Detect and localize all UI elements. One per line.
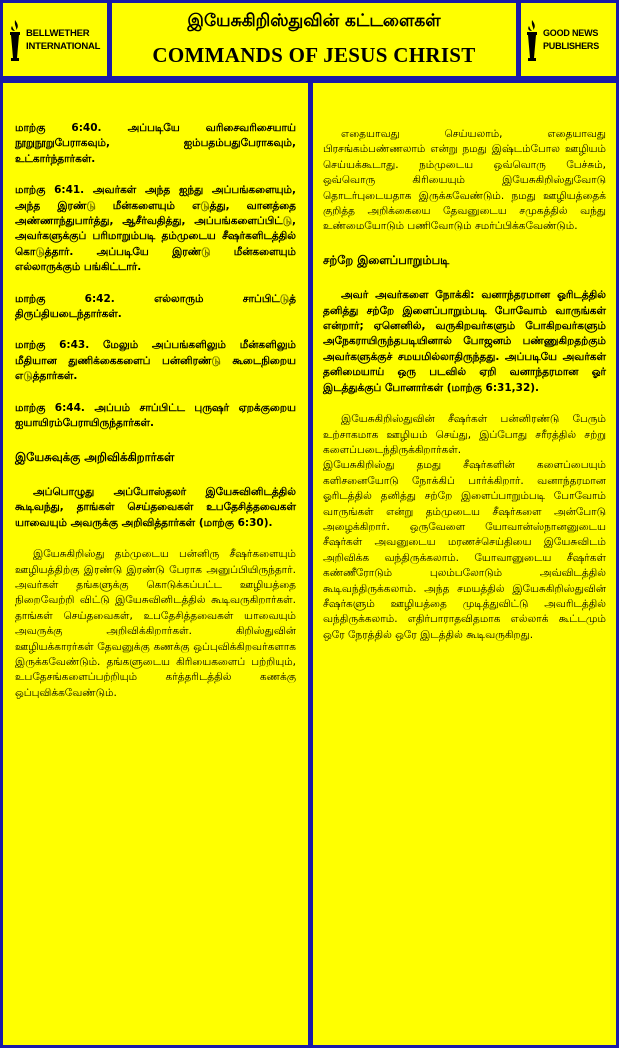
right-column (313, 83, 616, 1045)
title-banner (112, 3, 516, 76)
verse-6-31-32: அவர் அவர்களை நோக்கி: வனாந்தரமான ஓரிடத்தில் தனித்து சற்றே இளைப்பாறும்படி போவோம் வாருங்கள் என்றார்; ஏனெனில், வருகிறவர்களும் போகிறவர்களும் அநேகராயிருந்தபடியினால் போஜனம் பண்ணுகிறதற்கும் அவர்களுக்குச் சமயமில்லாதிருந்தது. அப்படியே அவர்கள் தனிமையாய் ஒரு படவில் ஏறி வனாந்தரமான ஓர் இடத்துக்குப் போனார்கள் (மாற்கு 6:31,32). (323, 289, 606, 394)
torch-icon (524, 18, 540, 62)
logo-right-line2: PUBLISHERS (543, 40, 600, 51)
verse-6-43: மாற்கு 6:43. மேலும் அப்பங்களிலும் மீன்களிலும் மீதியான துணிக்கைகளைப் பன்னிரண்டு கூடைநிறைய எடுத்தார்கள். (15, 339, 296, 383)
logo-left-line1: BELLWETHER (26, 27, 90, 39)
commentary-paragraph: எதையாவது செய்யலாம், எதையாவது பிரசங்கம்பண்ணலாம் என்று நமது இஷ்டம்போல ஊழியம் செய்யக்கூடாது. நம்முடைய ஒவ்வொரு பேச்சும், ஒவ்வொரு கிரியையும் இயேசுகிறிஸ்துவோடு தொடர்புடையதாக இருக்கவேண்டும். நமது ஊழியத்தைக் குறித்த அறிக்கையை தேவனுடைய சமுகத்தில் வந்து உண்மையோடும் பணிவோடும் சமர்ப்பிக்கவேண்டும். (323, 128, 606, 233)
title-tamil: இயேசுகிறிஸ்துவின் கட்டளைகள் (187, 11, 441, 31)
commentary-paragraph: இயேசுகிறிஸ்துவின் சீஷர்கள் பன்னிரண்டு பேரும் உற்சாகமாக ஊழியம் செய்து, இப்போது சரீரத்தில் சற்று களைப்படைந்திருக்கிறார்கள். (323, 413, 606, 456)
good-news-logo (521, 3, 616, 76)
bellwether-logo (3, 3, 107, 76)
verse-6-41: மாற்கு 6:41. அவர்கள் அந்த ஐந்து அப்பங்களையும், அந்த இரண்டு மீன்களையும் எடுத்து, வானத்தை அண்ணாந்துபார்த்து, ஆசீர்வதித்து, அப்பங்களைப்பிட்டு, அவர்களுக்குப் பரிமாறும்படி தம்முடைய சீஷர்களிடத்தில் கொடுத்தார். அப்படியே இரண்டு மீன்களையும் எல்லாருக்கும் பங்கிட்டார். (15, 184, 296, 274)
verse-6-30: அப்பொழுது அப்போஸ்தலர் இயேசுவினிடத்தில் கூடிவந்து, தாங்கள் செய்தவைகள் உபதேசித்தவைகள் யாவையும் அவருக்கு அறிவித்தார்கள் (மாற்கு 6:30). (15, 485, 296, 529)
verse-6-42: மாற்கு 6:42. எல்லாரும் சாப்பிட்டுத் திருப்தியடைந்தார்கள். (15, 292, 296, 321)
commentary-paragraph: இயேசுகிறிஸ்து தமது சீஷர்களின் களைப்பையும் களிசனையோடு நோக்கிப் பார்க்கிறார். வனாந்தரமான ஓரிடத்தில் தனித்து சற்றே இளைப்பாறும்படி போவோம் வாருங்கள் என்று தம்முடைய சீஷர்களை அன்போடு அழைக்கிறார். ஒருவேளை யோவான்ஸ்நானனுடைய சீஷர்கள் அவனுடைய மரணச்செய்தியை இயேசுவிடம் அறிவிக்க வந்திருக்கலாம். யோவானுடைய சீஷர்கள் கண்ணீரோடும் புலம்பலோடும் அவ்விடத்தில் கூடிவந்திருக்கலாம். அந்த சமயத்தில் இயேசுகிறிஸ்துவின் சீஷர்களும் ஊழியத்தை முடித்துவிட்டு அவரிடத்தில் வந்திருக்கலாம். எதிர்பாராதவிதமாக எல்லாக் கூட்டமும் ஒரே நேரத்தில் ஒரே இடத்தில் கூடிவருகிறது. (323, 459, 606, 641)
left-column (3, 83, 308, 1045)
section-heading: சற்றே இளைப்பாறும்படி (323, 252, 450, 267)
title-english: COMMANDS OF JESUS CHRIST (152, 43, 476, 67)
verse-6-44: மாற்கு 6:44. அப்பம் சாப்பிட்ட புருஷர் ஏறக்குறைய ஐயாயிரம்பேராயிருந்தார்கள். (15, 401, 296, 430)
torch-icon (7, 18, 23, 62)
verse-6-40: மாற்கு 6:40. அப்படியே வரிசைவரிசையாய் நூறுநூறுபேராகவும், ஐம்பதம்பதுபேராகவும், உட்கார்ந்தார்கள். (15, 122, 296, 165)
logo-right-line1: GOOD NEWS (543, 27, 599, 38)
logo-left-line2: INTERNATIONAL (26, 40, 101, 52)
commentary-paragraph: இயேசுகிறிஸ்து தம்முடைய பன்னிரு சீஷர்களையும் ஊழியத்திற்கு இரண்டு இரண்டு பேராக அனுப்பியிருந்தார். அவர்கள் தங்களுக்கு கொடுக்கப்பட்ட ஊழியத்தை நிறைவேற்றி விட்டு இயேசுவினிடத்தில் கூடிவருகிறார்கள். தாங்கள் செய்தவைகள், உபதேசித்தவைகள் யாவையும் அவருக்கு அறிவிக்கிறார்கள். கிறிஸ்துவின் ஊழியக்காரர்கள் தேவனுக்கு கணக்கு ஒப்புவிக்கிறவர்களாக இருக்கவேண்டும். தங்களுடைய கிரியைகளைப் பற்றியும், உபதேசங்களைப்பற்றியும் கர்த்தரிடத்தில் கணக்கு ஒப்புவிக்கவேண்டும். (15, 548, 296, 699)
section-heading: இயேசுவுக்கு அறிவிக்கிறார்கள் (15, 449, 175, 464)
